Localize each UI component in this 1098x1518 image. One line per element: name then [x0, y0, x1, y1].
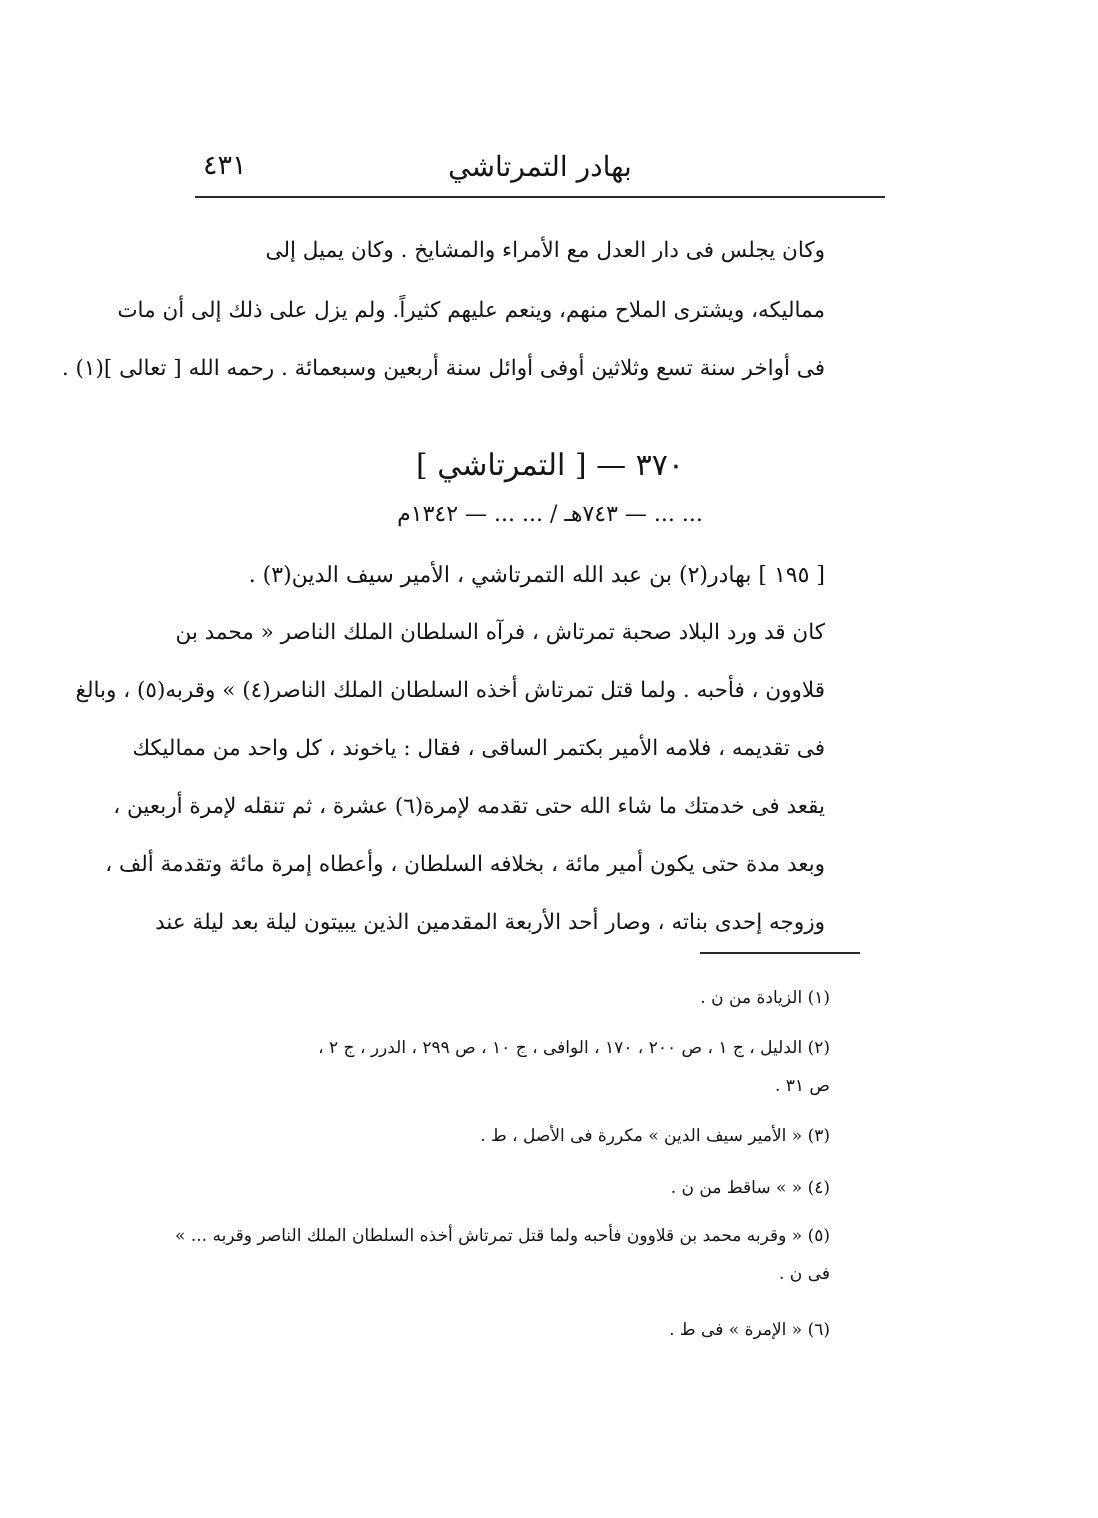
footnote-continuation: ص ٣١ . — [774, 1076, 830, 1096]
paragraph-line: كان قد ورد البلاد صحبة تمرتاش ، فرآه السلطان الملك الناصر « محمد بن — [175, 620, 825, 645]
paragraph-line: فى تقديمه ، فلامه الأمير بكتمر الساقى ، فقال : ياخوند ، كل واحد من مماليكك — [132, 736, 825, 761]
entry-dates: ... ... — ٧٤٣هـ / ... ... — ١٣٤٢م — [397, 502, 703, 527]
paragraph-line: فى أواخر سنة تسع وثلاثين أوفى أوائل سنة أربعين وسبعمائة . رحمه الله [ تعالى ](١) . — [61, 356, 825, 381]
paragraph-line: يقعد فى خدمتك ما شاء الله حتى تقدمه لإمرة(٦) عشرة ، ثم تنقله لإمرة أربعين ، — [113, 794, 825, 819]
header-rule — [195, 196, 885, 198]
paragraph-line: وزوجه إحدى بناته ، وصار أحد الأربعة المقدمين الذين يبيتون ليلة بعد ليلة عند — [155, 910, 825, 935]
entry-heading: [ ١٩٥ ] بهادر(٢) بن عبد الله التمرتاشي ، الأمير سيف الدين(٣) . — [248, 563, 825, 588]
footnote: (١) الزيادة من ن . — [700, 988, 830, 1008]
footnote: (٦) « الإمرة » فى ط . — [669, 1320, 830, 1340]
paragraph-line: مماليكه، ويشترى الملاح منهم، وينعم عليهم كثيراً. ولم يزل على ذلك إلى أن مات — [117, 298, 825, 323]
paragraph-line: قلاوون ، فأحبه . ولما قتل تمرتاش أخذه السلطان الملك الناصر(٤) » وقربه(٥) ، وبالغ — [75, 678, 825, 703]
footnote-continuation: فى ن . — [779, 1264, 830, 1284]
paragraph-line: وبعد مدة حتى يكون أمير مائة ، بخلافه السلطان ، وأعطاه إمرة مائة وتقدمة ألف ، — [105, 852, 825, 877]
page-header — [195, 140, 885, 196]
paragraph-line: وكان يجلس فى دار العدل مع الأمراء والمشايخ . وكان يميل إلى — [265, 238, 825, 263]
footnote: (٥) « وقربه محمد بن قلاوون فأحبه ولما قتل تمرتاش أخذه السلطان الملك الناصر وقربه ... » — [175, 1226, 830, 1246]
running-title: بهادر التمرتاشي — [448, 150, 632, 183]
footnote-separator — [700, 952, 860, 954]
footnote: (٤) « » ساقط من ن . — [670, 1178, 830, 1198]
page-number: ٤٣١ — [203, 150, 247, 181]
footnote: (٣) « الأمير سيف الدين » مكررة فى الأصل ، ط . — [480, 1126, 830, 1146]
footnote: (٢) الدليل ، ج ١ ، ص ٢٠٠ ، ١٧٠ ، الوافى ، ج ١٠ ، ص ٢٩٩ ، الدرر ، ج ٢ ، — [318, 1038, 830, 1058]
entry-title: ٣٧٠ — [ التمرتاشي ] — [416, 448, 684, 483]
